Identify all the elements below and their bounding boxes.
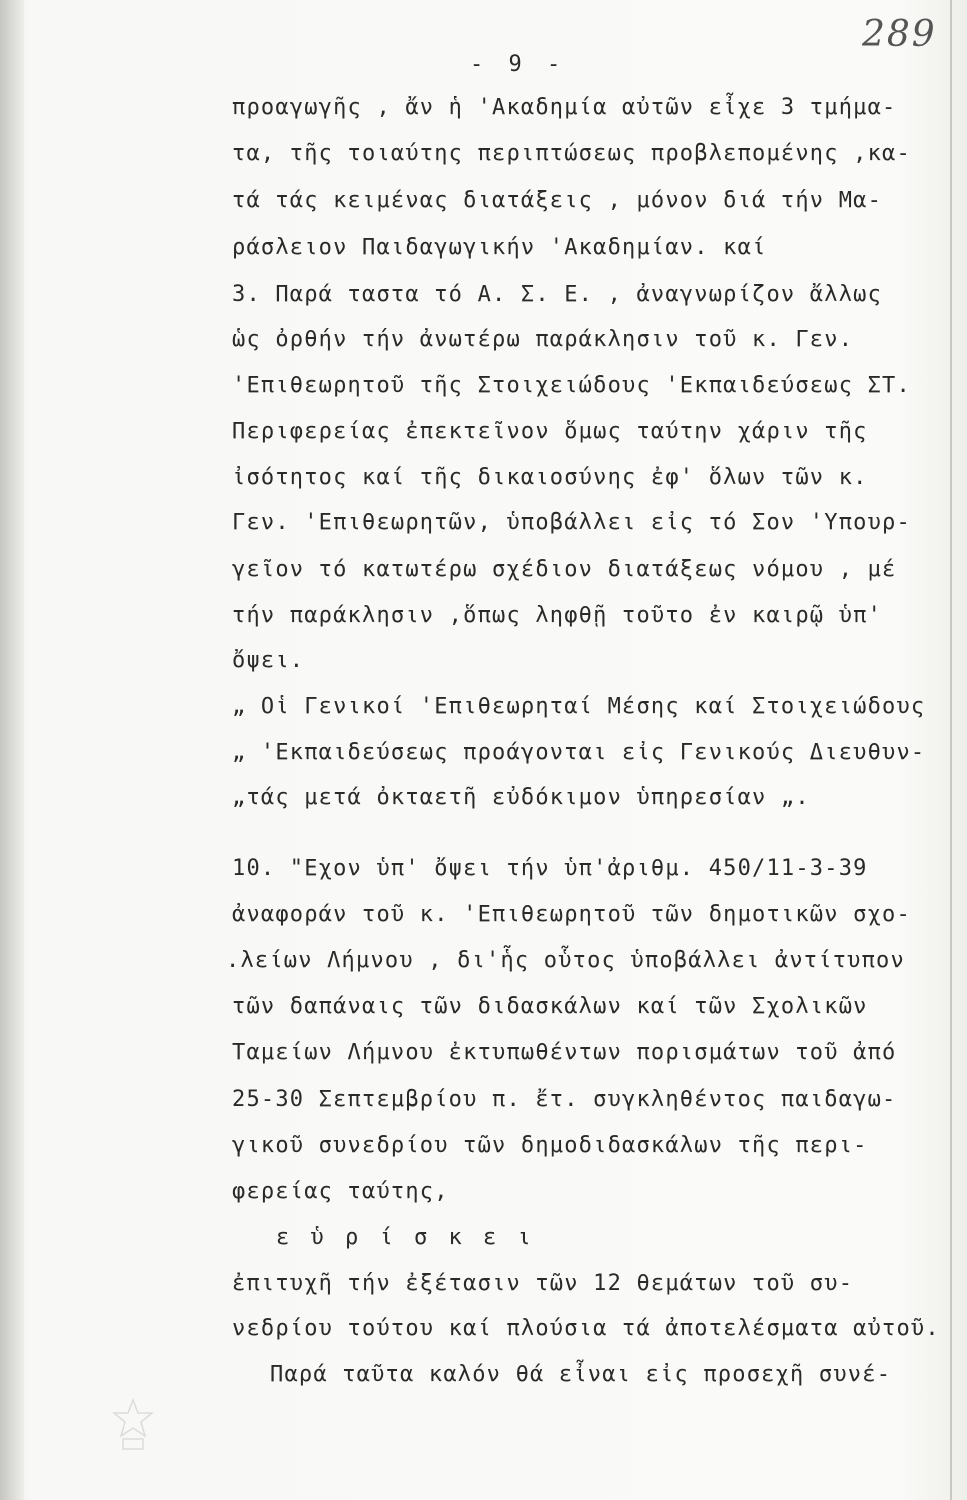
text-line-spaced: ε ὑ ρ ί σ κ ε ι	[276, 1225, 535, 1250]
page-header: - 9 -	[470, 52, 567, 77]
text-line: τήν παράκλησιν ,ὅπως ληφθῇ τοῦτο ἐν καιρῷ ὑπ'	[232, 603, 883, 628]
text-line: Παρά ταῦτα καλόν θά εἶναι εἰς προσεχῆ συνέ-	[270, 1362, 892, 1387]
page-edge-line	[950, 0, 952, 1500]
text-line: .λείων Λήμνου , δι'ἧς οὗτος ὑποβάλλει ἀντίτυπον	[226, 948, 905, 973]
text-line: γεῖον τό κατωτέρω σχέδιον διατάξεως νόμου , μέ	[232, 557, 897, 582]
text-line: 10. "Εχον ὑπ' ὄψει τήν ὑπ'ἀριθμ. 450/11-3-39	[232, 856, 868, 881]
text-line: γικοῦ συνεδρίου τῶν δημοδιδασκάλων τῆς περι-	[232, 1133, 868, 1158]
text-line: προαγωγῆς , ἄν ἡ 'Ακαδημία αὐτῶν εἶχε 3 τμήμα-	[232, 95, 897, 120]
text-line: τῶν δαπάναις τῶν διδασκάλων καί τῶν Σχολικῶν	[232, 994, 868, 1019]
text-line: νεδρίου τούτου καί πλούσια τά ἀποτελέσματα αὐτοῦ.	[232, 1316, 940, 1341]
faint-emblem-icon	[108, 1395, 158, 1455]
text-line: ἰσότητος καί τῆς δικαιοσύνης ἐφ' ὅλων τῶν κ.	[232, 465, 868, 490]
text-line: ράσλειον Παιδαγωγικήν 'Ακαδημίαν. καί	[232, 235, 767, 260]
text-line: Περιφερείας ἐπεκτεῖνον ὅμως ταύτην χάριν τῆς	[232, 419, 868, 444]
text-line: 3. Παρά ταστα τό Α. Σ. Ε. , ἀναγνωρίζον ἄλλως	[232, 282, 883, 307]
text-line: „ 'Εκπαιδεύσεως προάγονται εἰς Γενικούς Διευθυν-	[232, 740, 926, 765]
text-line: 25-30 Σεπτεμβρίου π. ἔτ. συγκληθέντος παιδαγω-	[232, 1087, 897, 1112]
text-line: „ Οἱ Γενικοί 'Επιθεωρηταί Μέσης καί Στοιχειώδους	[232, 694, 926, 719]
text-line: ἀναφοράν τοῦ κ. 'Επιθεωρητοῦ τῶν δημοτικῶν σχο-	[232, 902, 911, 927]
scan-edge-shadow	[0, 0, 24, 1500]
text-line: Ταμείων Λήμνου ἐκτυπωθέντων πορισμάτων τοῦ ἀπό	[232, 1040, 897, 1065]
text-line: τά τάς κειμένας διατάξεις , μόνον διά τήν Μα-	[232, 188, 883, 213]
text-line: ὡς ὀρθήν τήν ἀνωτέρω παράκλησιν τοῦ κ. Γεν.	[232, 327, 854, 352]
handwritten-page-number: 289	[862, 14, 937, 55]
text-line: φερείας ταύτης,	[232, 1179, 449, 1204]
text-line: ἐπιτυχῆ τήν ἐξέτασιν τῶν 12 θεμάτων τοῦ συ-	[232, 1271, 854, 1296]
text-line: Γεν. 'Επιθεωρητῶν, ὑποβάλλει εἰς τό Σον 'Υπουρ-	[232, 510, 911, 535]
text-line: ὄψει.	[232, 648, 305, 673]
text-line: 'Επιθεωρητοῦ τῆς Στοιχειώδους 'Εκπαιδεύσεως ΣΤ.	[232, 373, 911, 398]
text-line: „τάς μετά ὀκταετῆ εὐδόκιμον ὑπηρεσίαν „.	[232, 785, 810, 810]
text-line: τα, τῆς τοιαύτης περιπτώσεως προβλεπομένης ,κα-	[232, 141, 911, 166]
